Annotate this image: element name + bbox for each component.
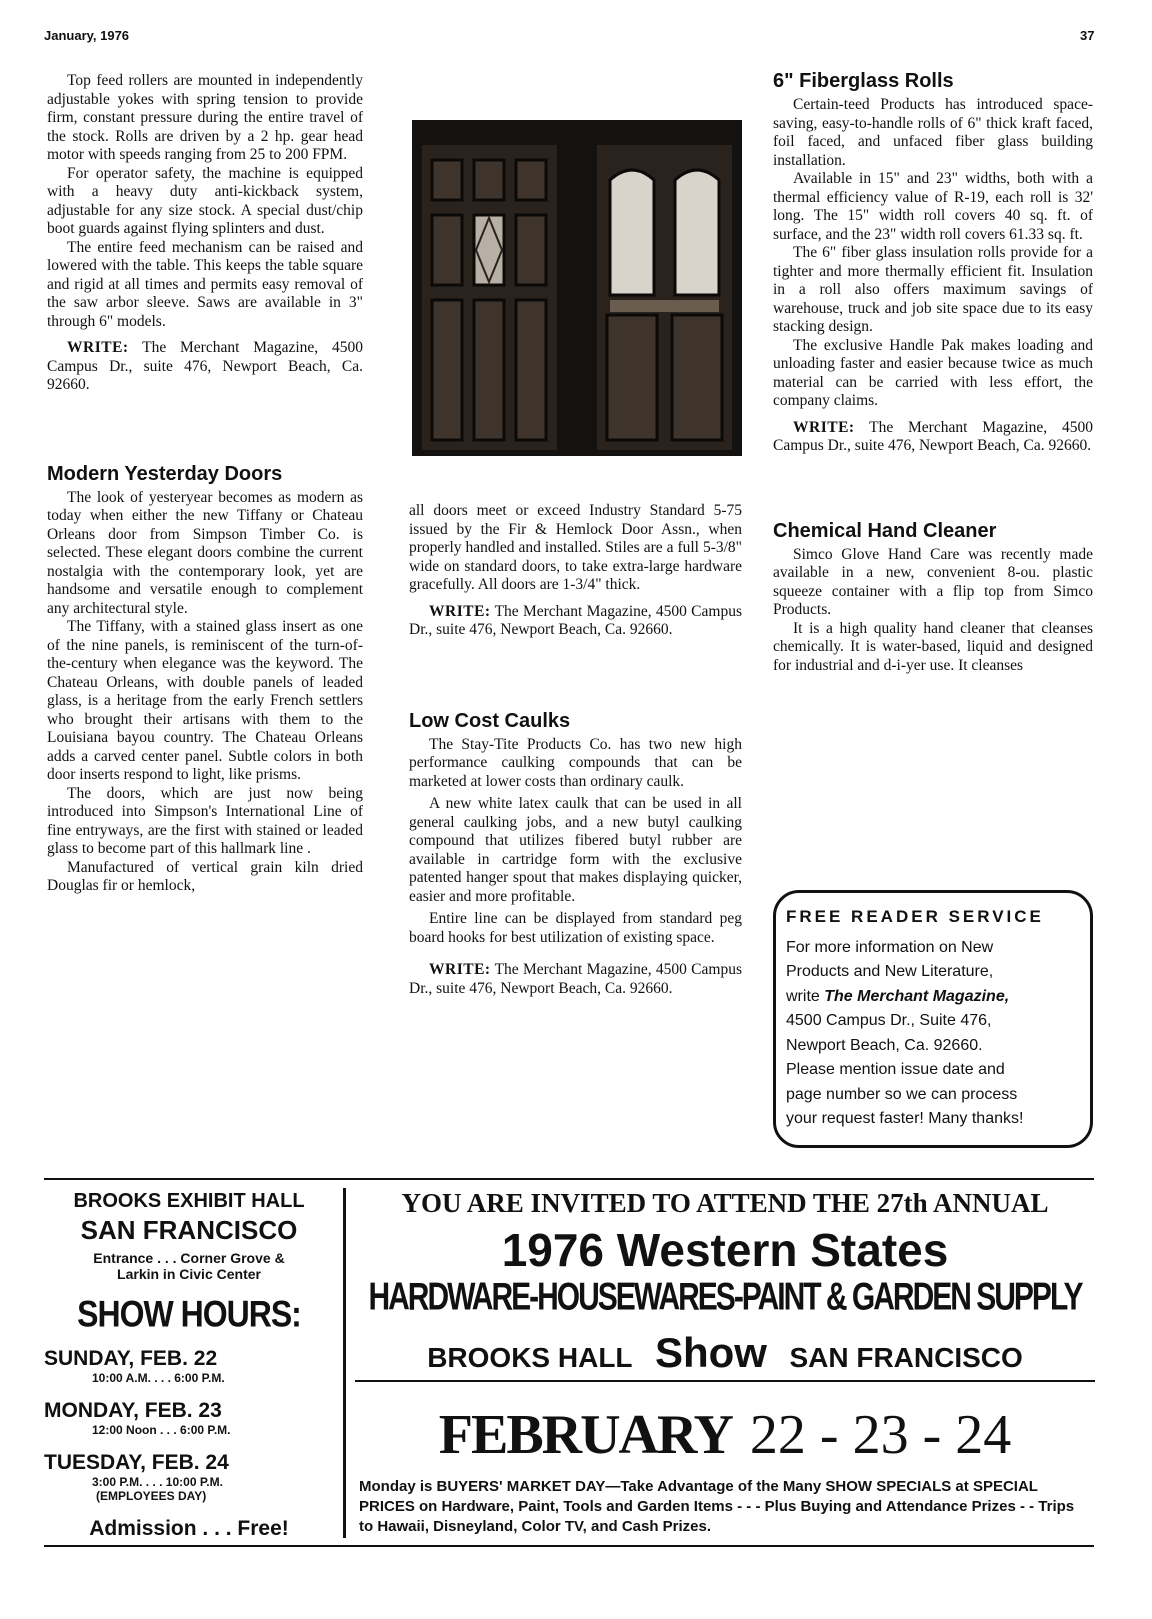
entrance-line: Entrance . . . Corner Grove & [93, 1250, 285, 1266]
paragraph: For operator safety, the machine is equipped with a heavy duty anti-kickback system, adjustable for any size stock. A special dust/chip boot guards against flying splinters and dust. [47, 164, 363, 237]
door-photo [412, 120, 742, 456]
headline-fiberglass-rolls: 6" Fiberglass Rolls [773, 70, 954, 92]
headline-low-cost-caulks: Low Cost Caulks [409, 709, 571, 732]
paragraph: The 6" fiber glass insulation rolls provide for a tighter and more thermally efficient fit. Insulation in a roll also offers maximum savings of warehouse, truck and job site space due to its easy stacking design. [773, 244, 1093, 335]
paragraph: The Stay-Tite Products Co. has two new high performance caulking compounds that can be marketed at lower costs than ordinary caulk. [409, 735, 742, 790]
paragraph: Certain-teed Products has introduced space-saving, easy-to-handle rolls of 6" thick kraft faced, foil faced, and unfaced fiber glass building installation. [773, 96, 1093, 169]
paragraph: Simco Glove Hand Care was recently made available in a new, convenient 8-ou. plastic squeeze container with a flip top from Simco Products. [773, 545, 1093, 618]
write-address: WRITE: The Merchant Magazine, 4500 Campus Dr., suite 476, Newport Beach, Ca. 92660. [409, 961, 742, 997]
paragraph: The doors, which are just now being introduced into Simpson's International Line of fine entryways, are the first with stained or leaded glass to become part of this hallmark line . [47, 784, 363, 857]
day-sunday: SUNDAY, FEB. 22 [44, 1347, 218, 1370]
time-tuesday: 3:00 P.M. . . . 10:00 P.M. [92, 1475, 223, 1489]
show-subtitle: HARDWARE-HOUSEWARES-PAINT & GARDEN SUPPLY [368, 1275, 1082, 1319]
show-dates: FEBRUARY 22 - 23 - 24 [438, 1404, 1012, 1466]
hall-show-city: BROOKS HALL Show SAN FRANCISCO [427, 1329, 1023, 1376]
admission-free: Admission . . . Free! [89, 1517, 289, 1540]
time-sunday: 10:00 A.M. . . . 6:00 P.M. [92, 1371, 225, 1385]
divider [44, 1545, 1094, 1547]
headline-modern-yesterday-doors: Modern Yesterday Doors [47, 462, 283, 485]
paragraph: The look of yesteryear becomes as modern as today when either the new Tiffany or Chateau Orleans door from Simpson Timber Co. is selected. These elegant doors combine the current nostalgia with the contemporary look, yet are handsome and versatile enough to complement any architectural style. [47, 488, 363, 617]
day-tuesday: TUESDAY, FEB. 24 [44, 1451, 229, 1474]
headline-chemical-hand-cleaner: Chemical Hand Cleaner [773, 519, 997, 542]
paragraph: all doors meet or exceed Industry Standard 5-75 issued by the Fir & Hemlock Door Assn., when properly handled and installed. Stiles are a full 5-3/8" wide on standard doors, to take extra-large hardware gracefully. All doors are 1-3/4" thick. [409, 502, 742, 593]
free-reader-service-title: FREE READER SERVICE [786, 907, 1044, 926]
paragraph: Entire line can be displayed from standard peg board hooks for best utilization of existing space. [409, 910, 742, 946]
column-2 [409, 502, 742, 998]
show-invitation-panel [355, 1188, 1095, 1537]
show-title: 1976 Western States [501, 1224, 949, 1276]
hall-name: BROOKS EXHIBIT HALL [73, 1190, 305, 1212]
employees-day-note: (EMPLOYEES DAY) [96, 1489, 207, 1503]
invite-line: YOU ARE INVITED TO ATTEND THE 27th ANNUAL [401, 1188, 1049, 1218]
service-line: 4500 Campus Dr., Suite 476, [786, 1012, 992, 1029]
service-line: your request faster! Many thanks! [786, 1110, 1024, 1127]
paragraph: The entire feed mechanism can be raised and lowered with the table. This keeps the table square and rigid at all times and permits easy removal of the saw arbor sleeve. Saws are available in 3" through 6" models. [47, 238, 363, 330]
paragraph: Top feed rollers are mounted in independently adjustable yokes with spring tension to provide firm, constant pressure during the entire travel of the stock. Rolls are driven by a 2 hp. gear head motor with speeds ranging from 25 to 200 FPM. [47, 72, 363, 163]
service-line: page number so we can process [786, 1085, 1018, 1103]
day-monday: MONDAY, FEB. 23 [44, 1399, 222, 1422]
service-line: Newport Beach, Ca. 92660. [786, 1036, 983, 1054]
column-3 [773, 70, 1093, 675]
paragraph: It is a high quality hand cleaner that cleanses chemically. It is water-based, liquid and designed for industrial and d-i-yer use. It cleanses [773, 619, 1093, 674]
paragraph: Available in 15" and 23" widths, both with a thermal efficiency value of R-19, each roll is 32' long. The 15" width roll covers 40 sq. ft. of surface, and the 23" width roll covers 61.33 sq. ft. [773, 170, 1093, 243]
write-address: WRITE: The Merchant Magazine, 4500 Campus Dr., suite 476, Newport Beach, Ca. 92660. [773, 418, 1093, 454]
show-hours-panel [44, 1190, 334, 1541]
column-1 [47, 72, 363, 896]
hall-city: SAN FRANCISCO [80, 1215, 298, 1245]
show-hours-title: SHOW HOURS: [77, 1293, 301, 1335]
divider [44, 1178, 1094, 1180]
paragraph: A new white latex caulk that can be used in all general caulking jobs, and a new butyl caulking compound that utilizes fibered butyl rubber are available in cartridge form with the exclusive patented hanger spout that makes displaying quicker, easier and more profitable. [409, 795, 742, 905]
doors-illustration [412, 120, 742, 456]
free-reader-service-box [773, 890, 1093, 1148]
divider [343, 1188, 346, 1538]
paragraph: Manufactured of vertical grain kiln dried Douglas fir or hemlock, [47, 858, 363, 894]
write-address: WRITE: The Merchant Magazine, 4500 Campus Dr., suite 476, Newport Beach, Ca. 92660. [47, 339, 363, 393]
time-monday: 12:00 Noon . . . 6:00 P.M. [92, 1423, 231, 1437]
service-line: write The Merchant Magazine, [786, 987, 1010, 1005]
write-address: WRITE: The Merchant Magazine, 4500 Campus Dr., suite 476, Newport Beach, Ca. 92660. [409, 602, 742, 638]
promo-text: Monday is BUYERS' MARKET DAY—Take Advantage of the Many SHOW SPECIALS at SPECIAL PRICES on Hardware, Paint, Tools and Garden Items - - - Plus Buying and Attendance Prizes - - Trips to Hawaii, Disneyland, Color TV, and Cash Prizes. [359, 1478, 1075, 1535]
service-line: Please mention issue date and [786, 1061, 1005, 1078]
issue-date: January, 1976 [44, 28, 130, 43]
service-line: For more information on New [786, 938, 994, 956]
paragraph: The Tiffany, with a stained glass insert as one of the nine panels, is reminiscent of the turn-of-the-century when elegance was the keyword. The Chateau Orleans, with double panels of leaded glass, is a heritage from the early French settlers who brought their artisans with them to the Louisiana bayou country. The Chateau Orleans adds a carved center panel. Subtle colors in both door inserts respond to light, like prisms. [47, 618, 363, 783]
paragraph: The exclusive Handle Pak makes loading and unloading faster and easier because twice as much material can be carried with less effort, the company claims. [773, 336, 1093, 409]
entrance-line: Larkin in Civic Center [117, 1266, 261, 1282]
service-line: Products and New Literature, [786, 963, 994, 980]
page-number: 37 [1080, 28, 1095, 43]
